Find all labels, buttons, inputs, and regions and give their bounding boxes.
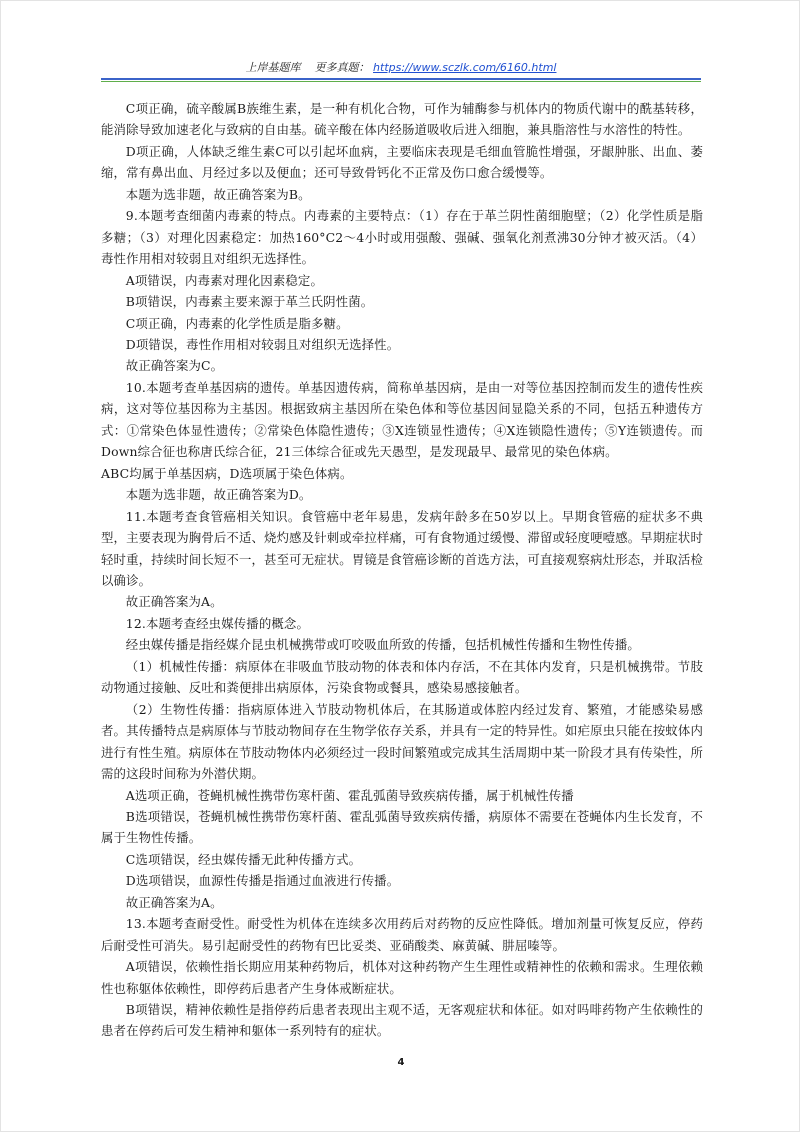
header-rule-blue bbox=[101, 78, 701, 80]
paragraph: B选项错误，苍蝇机械性携带伤寒杆菌、霍乱弧菌导致疾病传播，病原体不需要在苍蝇体内生长发育，不属于生物性传播。 bbox=[101, 808, 703, 846]
page-header bbox=[101, 59, 701, 77]
paragraph: B项错误，内毒素主要来源于革兰氏阴性菌。 bbox=[125, 294, 374, 310]
paragraph: 11.本题考查食管癌相关知识。食管癌中老年易患，发病年龄多在50岁以上。早期食管癌的症状多不典型，主要表现为胸骨后不适、烧灼感及针刺或牵拉样痛，可有食物通过缓慢、滞留或轻度哽噎感。早期症状时轻时重，持续时间长短不一，甚至可无症状。胃镜是食管癌诊断的首选方法，可直接观察病灶形态，并取活检以确诊。 bbox=[101, 508, 703, 588]
paragraph: A选项正确，苍蝇机械性携带伤寒杆菌、霍乱弧菌导致疾病传播，属于机械性传播 bbox=[125, 787, 574, 803]
header-label: 更多真题： bbox=[314, 61, 370, 74]
paragraph: 12.本题考查经虫媒传播的概念。 bbox=[125, 615, 309, 631]
header-site-name: 上岸基题库 bbox=[245, 61, 301, 74]
paragraph: 本题为选非题，故正确答案为D。 bbox=[125, 487, 312, 503]
page-body bbox=[101, 98, 703, 1042]
paragraph: D选项错误，血源性传播是指通过血液进行传播。 bbox=[125, 873, 400, 889]
paragraph: 经虫媒传播是指经媒介昆虫机械携带或叮咬吸血所致的传播，包括机械性传播和生物性传播。 bbox=[125, 637, 640, 653]
paragraph: D项正确，人体缺乏维生素C可以引起坏血病，主要临床表现是毛细血管脆性增强，牙龈肿胀、出血、萎缩，常有鼻出血、月经过多以及便血；还可导致骨钙化不正常及伤口愈合缓慢等。 bbox=[101, 143, 703, 181]
paragraph: B项错误，精神依赖性是指停药后患者表现出主观不适，无客观症状和体征。如对吗啡药物产生依赖性的患者在停药后可发生精神和躯体一系列特有的症状。 bbox=[101, 1002, 703, 1039]
paragraph: （2）生物性传播：指病原体进入节肢动物机体后，在其肠道或体腔内经过发育、繁殖，才能感染易感者。其传播特点是病原体与节肢动物间存在生物学依存关系，并具有一定的特异性。如疟原虫只能在按蚊体内进行有性生殖。病原体在节肢动物体内必须经过一段时间繁殖或完成其生活周期中某一阶段才具有传染性，所需的这段时间称为外潜伏期。 bbox=[101, 701, 703, 782]
paragraph: C选项错误，经虫媒传播无此种传播方式。 bbox=[125, 851, 362, 867]
paragraph: C项正确，内毒素的化学性质是脂多糖。 bbox=[125, 315, 349, 331]
paragraph: 10.本题考查单基因病的遗传。单基因遗传病，简称单基因病，是由一对等位基因控制而发生的遗传性疾病，这对等位基因称为主基因。根据致病主基因所在染色体和等位基因间显隐关系的不同，包括五种遗传方式：①常染色体显性遗传；②常染色体隐性遗传；③X连锁显性遗传；④X连锁隐性遗传；⑤Y连锁遗传。而Down综合征也称唐氏综合征，21三体综合征或先天愚型，是发现最早、最常见的染色体病。 bbox=[101, 379, 703, 460]
paragraph: 9.本题考查细菌内毒素的特点。内毒素的主要特点：（1）存在于革兰阴性菌细胞壁；（2）化学性质是脂多糖；（3）对理化因素稳定：加热160°C2～4小时或用强酸、强碱、强氧化剂煮沸30分钟才被灭活。（4）毒性作用相对较弱且对组织无选择性。 bbox=[101, 208, 703, 267]
paragraph: D项错误，毒性作用相对较弱且对组织无选择性。 bbox=[125, 336, 400, 352]
page-number: 4 bbox=[397, 1057, 405, 1068]
paragraph: C项正确，硫辛酸属B族维生素，是一种有机化合物，可作为辅酶参与机体内的物质代谢中的酰基转移，能消除导致加速老化与致病的自由基。硫辛酸在体内经肠道吸收后进入细胞，兼具脂溶性与水溶性的特性。 bbox=[101, 101, 703, 138]
paragraph: 故正确答案为C。 bbox=[125, 358, 224, 374]
paragraph: ABC均属于单基因病，D选项属于染色体病。 bbox=[101, 465, 353, 481]
paragraph: 本题为选非题，故正确答案为B。 bbox=[125, 186, 311, 202]
paragraph: （1）机械性传播：病原体在非吸血节肢动物的体表和体内存活，不在其体内发育，只是机械携带。节肢动物通过接触、反吐和粪便排出病原体，污染食物或餐具，感染易感接触者。 bbox=[101, 658, 703, 696]
paragraph: A项错误，依赖性指长期应用某种药物后，机体对这种药物产生生理性或精神性的依赖和需求。生理依赖性也称躯体依赖性，即停药后患者产生身体戒断症状。 bbox=[101, 959, 703, 996]
paragraph: 13.本题考查耐受性。耐受性为机体在连续多次用药后对药物的反应性降低。增加剂量可恢复反应，停药后耐受性可消失。易引起耐受性的药物有巴比妥类、亚硝酸类、麻黄碱、肼屈嗪等。 bbox=[101, 916, 703, 953]
paragraph: 故正确答案为A。 bbox=[125, 894, 223, 910]
paragraph: 故正确答案为A。 bbox=[125, 594, 223, 610]
header-rule-green bbox=[101, 81, 701, 82]
header-link[interactable]: https://www.sczlk.com/6160.html bbox=[373, 61, 557, 74]
paragraph: A项错误，内毒素对理化因素稳定。 bbox=[125, 272, 324, 288]
